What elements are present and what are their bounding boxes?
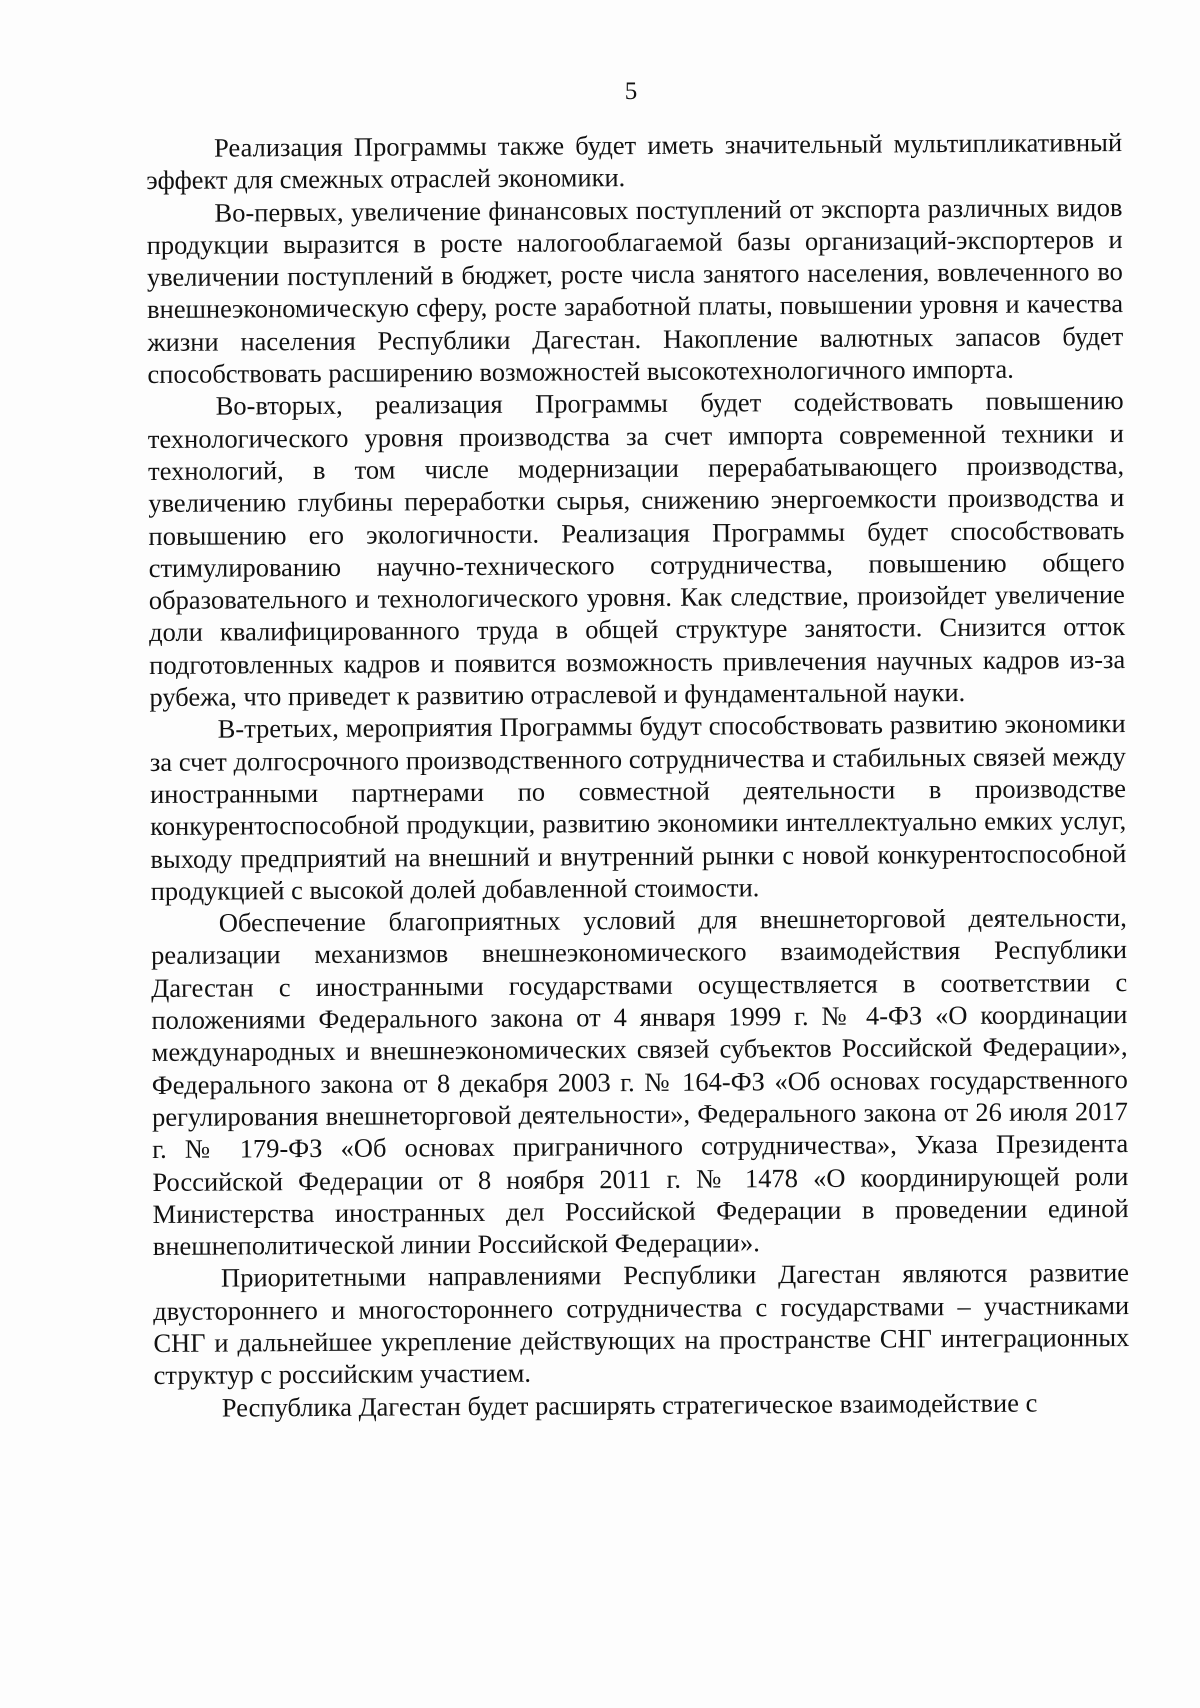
document-body: [146, 126, 1130, 1424]
paragraph-second-point: Во-вторых, реализация Программы будет содействовать повышению технологического уровня производства за счет импорта современной техники и технологий, в том числе модернизации перерабатывающего производства, увеличению глубины переработки сырья, снижению энергоемкости производства и повышению его экологичности. Реализация Программы будет способствовать стимулированию научно-технического сотрудничества, повышению общего образовательного и технологического уровня. Как следствие, произойдет увеличение доли квалифицированного труда в общей структуре занятости. Снизится отток подготовленных кадров и появится возможность привлечения научных кадров из-за рубежа, что приведет к развитию отраслевой и фундаментальной науки.: [147, 385, 1126, 713]
paragraph-legal-basis: Обеспечение благоприятных условий для внешнеторговой деятельности, реализации механизмов внешнеэкономического взаимодействия Республики Дагестан с иностранными государствами осуществляется в соответствии с положениями Федерального закона от 4 января 1999 г. № 4-ФЗ «О координации международных и внешнеэкономических связей субъектов Российской Федерации», Федерального закона от 8 декабря 2003 г. № 164-ФЗ «Об основах государственного регулирования внешнеторговой деятельности», Федерального закона от 26 июля 2017 г. № 179-ФЗ «Об основах приграничного сотрудничества», Указа Президента Российской Федерации от 8 ноября 2011 г. № 1478 «О координирующей роли Министерства иностранных дел Российской Федерации в проведении единой внешнеполитической линии Российской Федерации».: [150, 902, 1129, 1262]
paragraph-third-point: В-третьих, мероприятия Программы будут способствовать развитию экономики за счет долгосрочного производственного сотрудничества и стабильных связей между иностранными партнерами по совместной деятельности в производстве конкурентоспособной продукции, развитию экономики интеллектуально емких услуг, выходу предприятий на внешний и внутренний рынки с новой конкурентоспособной продукцией с высокой долей добавленной стоимости.: [149, 708, 1127, 906]
paragraph-first-point: Во-первых, увеличение финансовых поступлений от экспорта различных видов продукции выразится в росте налогооблагаемой базы организаций-экспортеров и увеличении поступлений в бюджет, росте числа занятого населения, вовлеченного во внешнеэкономическую сферу, росте заработной платы, повышении уровня и качества жизни населения Республики Дагестан. Накопление валютных запасов будет способствовать расширению возможностей высокотехнологичного импорта.: [146, 191, 1124, 390]
paragraph-priorities: Приоритетными направлениями Республики Дагестан являются развитие двустороннего и многостороннего сотрудничества с государствами – участниками СНГ и дальнейшее укрепление действующих на пространстве СНГ интеграционных структур с российским участием.: [153, 1257, 1130, 1391]
paragraph-multiplicative-effect: Реализация Программы также будет иметь значительный мультипликативный эффект для смежных отраслей экономики.: [146, 127, 1123, 196]
paragraph-strategic-interaction: Республика Дагестан будет расширять стратегическое взаимодействие с: [221, 1387, 1038, 1423]
page-number: 5: [624, 78, 638, 105]
